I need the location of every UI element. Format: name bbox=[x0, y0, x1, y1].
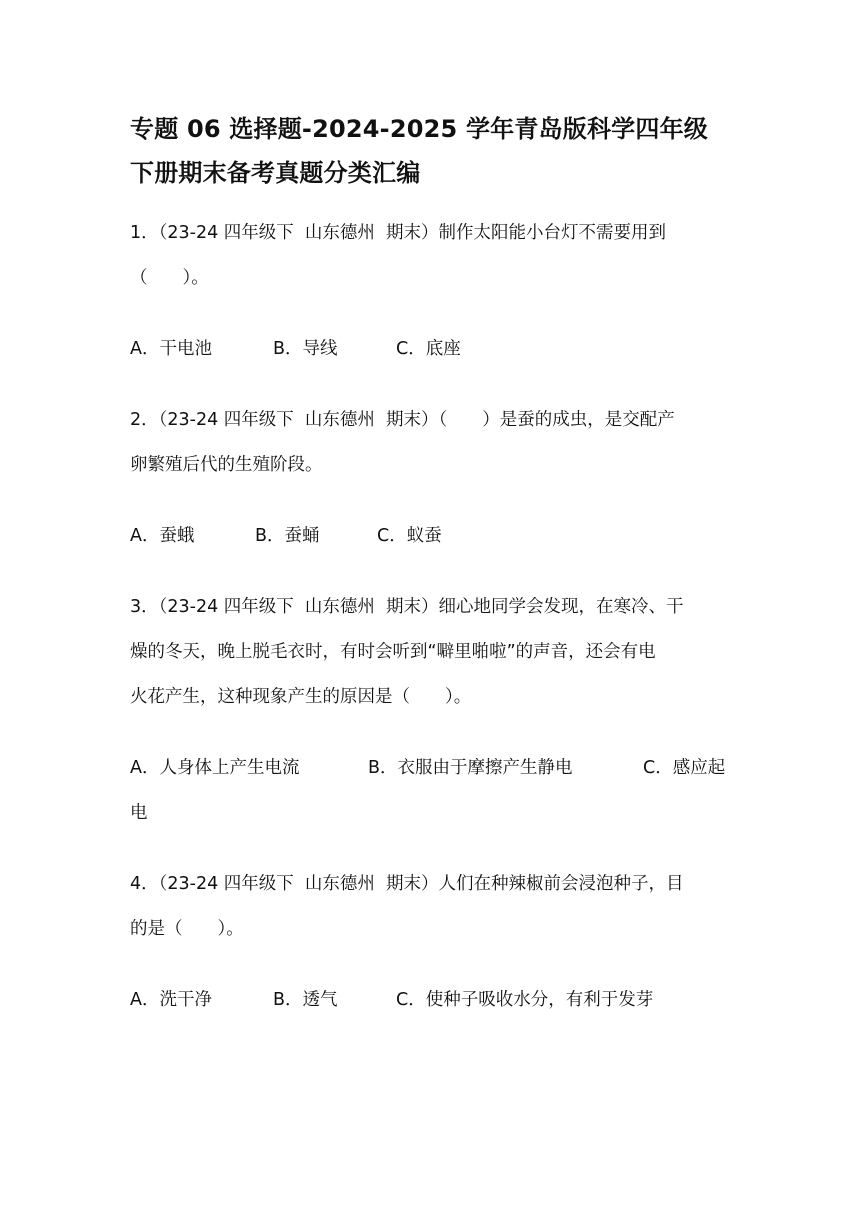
question-3-option-c-wrap: 电 bbox=[130, 803, 148, 823]
question-2-text-line-2: 卵繁殖后代的生殖阶段。 bbox=[130, 455, 323, 475]
question-1-text-line-1: 1．（23-24 四年级下 山东德州 期末）制作太阳能小台灯不需要用到 bbox=[130, 223, 667, 243]
question-4-option-c: C．使种子吸收水分，有利于发芽 bbox=[396, 990, 654, 1010]
question-2-option-b: B．蚕蛹 bbox=[255, 526, 320, 546]
question-1-option-c: C．底座 bbox=[396, 339, 461, 359]
question-3-text-line-2: 燥的冬天，晚上脱毛衣时，有时会听到“噼里啪啦”的声音，还会有电 bbox=[130, 642, 656, 662]
question-4-option-b: B．透气 bbox=[273, 990, 338, 1010]
question-2-option-c: C．蚁蚕 bbox=[377, 526, 442, 546]
question-2-text-line-1: 2．（23-24 四年级下 山东德州 期末）（ ）是蚕的成虫，是交配产 bbox=[130, 410, 675, 430]
question-3-option-a: A．人身体上产生电流 bbox=[130, 758, 300, 778]
question-4-text-line-1: 4．（23-24 四年级下 山东德州 期末）人们在种辣椒前会浸泡种子，目 bbox=[130, 874, 684, 894]
question-2-option-a: A．蚕蛾 bbox=[130, 526, 195, 546]
question-1-option-b: B．导线 bbox=[273, 339, 338, 359]
question-3-option-b: B．衣服由于摩擦产生静电 bbox=[368, 758, 573, 778]
question-3-option-c: C．感应起 bbox=[643, 758, 726, 778]
document-title-line-1: 专题 06 选择题-2024-2025 学年青岛版科学四年级 bbox=[130, 115, 708, 143]
question-3-text-line-3: 火花产生，这种现象产生的原因是（ ）。 bbox=[130, 687, 472, 707]
question-1-option-a: A．干电池 bbox=[130, 339, 212, 359]
question-4-text-line-2: 的是（ ）。 bbox=[130, 919, 244, 939]
question-3-text-line-1: 3．（23-24 四年级下 山东德州 期末）细心地同学会发现，在寒冷、干 bbox=[130, 597, 684, 617]
document-title-line-2: 下册期末备考真题分类汇编 bbox=[130, 159, 421, 187]
question-1-text-line-2: （ ）。 bbox=[130, 268, 209, 288]
question-4-option-a: A．洗干净 bbox=[130, 990, 212, 1010]
